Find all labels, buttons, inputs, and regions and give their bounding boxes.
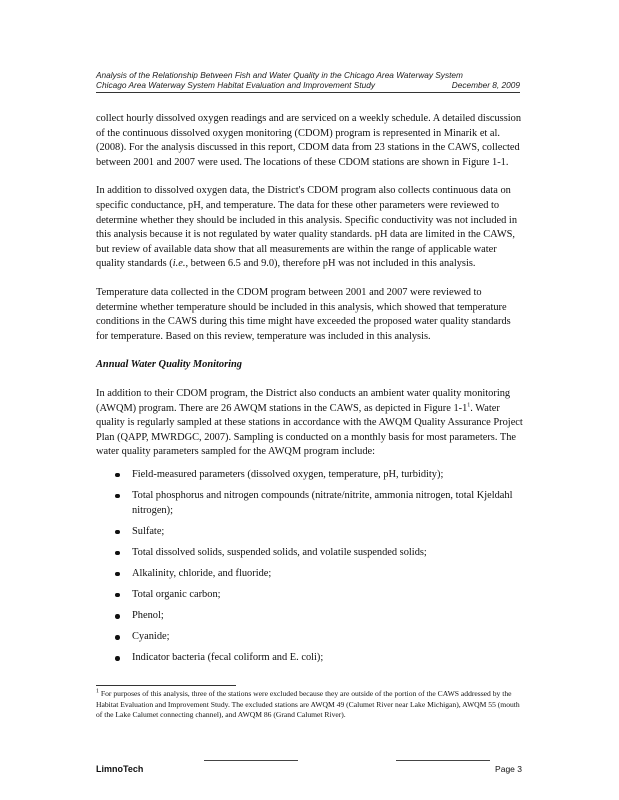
list-item-text: Total organic carbon; — [132, 588, 221, 600]
paragraph-temperature: Temperature data collected in the CDOM program between 2001 and 2007 were reviewed to determine whether temperature should be included in this analysis, which showed that temperature conditions in the CAWS during this time might have exceeded the proposed water quality standards for temperature. Based on this review, temperature was included in this analysis. — [96, 286, 511, 342]
list-item — [96, 630, 524, 645]
footnote-divider — [96, 685, 236, 686]
page-number: Page 3 — [495, 764, 522, 774]
header-divider — [96, 92, 520, 93]
list-item — [96, 525, 524, 540]
footnote-text: For purposes of this analysis, three of the stations were excluded because they are outside of the portion of the CAWS addressed by the Habitat Evaluation and Improvement Study. The excluded stations are AWQM 49 (Calumet River near Lake Michigan), AWQM 55 (mouth of the Lake Calumet connecting channel), and AWQM 86 (Grand Calumet River). — [96, 689, 520, 720]
bullet-icon — [115, 656, 120, 661]
footnote — [96, 689, 522, 721]
list-item-text: Sulfate; — [132, 525, 165, 537]
list-item — [96, 609, 524, 624]
list-item-text: Total dissolved solids, suspended solids, and volatile suspended solids; — [132, 546, 427, 558]
bullet-icon — [115, 593, 120, 598]
paragraph-awqm — [96, 387, 524, 460]
paragraph-awqm-b: . Water quality is regularly sampled at these stations in accordance with the AWQM Quality Assurance Project Plan (QAPP, MWRDGC, 2007). Sampling is conducted on a monthly basis for most parameters. The water quality parameters sampled for the AWQM program include: — [96, 402, 523, 458]
paragraph-cdom-overview: collect hourly dissolved oxygen readings and are serviced on a weekly schedule. A detailed discussion of the continuous dissolved oxygen monitoring (CDOM) program is represented in Minarik et al. (2008). For the analysis discussed in this report, CDOM data from 23 stations in the CAWS, collected between 2001 and 2007 were used. The locations of these CDOM stations are shown in Figure 1-1. — [96, 113, 522, 168]
footnote-marker: 1 — [96, 688, 99, 695]
footnote-reference: 1 — [467, 402, 471, 409]
list-item-text: Field-measured parameters (dissolved oxygen, temperature, pH, turbidity); — [132, 468, 444, 480]
section-subheading: Annual Water Quality Monitoring — [96, 359, 242, 371]
list-item-text: Alkalinity, chloride, and fluoride; — [132, 567, 272, 579]
list-item — [96, 651, 524, 666]
bullet-icon — [115, 572, 120, 577]
running-header-subtitle-row — [96, 80, 520, 91]
paragraph-cdom-parameters-a: In addition to dissolved oxygen data, the District's CDOM program also collects continuous data on specific conductance, pH, and temperature. The data for these other parameters were reviewed to determine whether they should be included in this analysis. Specific conductivity was not included in this analysis because it is not regulated by water quality standards. pH data are limited in the CAWS, but review of available data show that all measurements are within the range of applicable water quality standards ( — [96, 185, 518, 270]
bullet-icon — [115, 635, 120, 640]
running-header-study: Chicago Area Waterway System Habitat Evaluation and Improvement Study — [96, 80, 376, 90]
paragraph-cdom-parameters-b: , between 6.5 and 9.0), therefore pH was not included in this analysis. — [185, 258, 476, 270]
ie-abbreviation: i.e. — [172, 258, 186, 270]
bullet-icon — [115, 473, 120, 478]
footer-divider-left — [204, 760, 298, 761]
paragraph-cdom-parameters — [96, 184, 524, 272]
bullet-icon — [115, 530, 120, 535]
bullet-icon — [115, 614, 120, 619]
running-header-title: Analysis of the Relationship Between Fish and Water Quality in the Chicago Area Waterway System — [96, 70, 463, 80]
list-item — [96, 588, 524, 603]
running-header-date: December 8, 2009 — [451, 80, 520, 90]
list-item-text: Cyanide; — [132, 631, 170, 643]
parameter-list — [96, 468, 524, 666]
list-item — [96, 546, 524, 561]
list-item-text: Total phosphorus and nitrogen compounds (nitrate/nitrite, ammonia nitrogen, total Kjeldahl nitrogen); — [132, 489, 513, 516]
list-item — [96, 567, 524, 582]
footer-company: LimnoTech — [96, 764, 144, 774]
footer-divider-right — [396, 760, 490, 761]
bullet-icon — [115, 494, 120, 499]
list-item — [96, 468, 524, 483]
paragraph-awqm-a: In addition to their CDOM program, the District also conducts an ambient water quality monitoring (AWQM) program. There are 26 AWQM stations in the CAWS, as depicted in Figure 1-1 — [96, 387, 511, 414]
body-text — [96, 112, 524, 672]
list-item-text: Phenol; — [132, 610, 164, 622]
list-item — [96, 489, 524, 518]
bullet-icon — [115, 551, 120, 556]
list-item-text: Indicator bacteria (fecal coliform and E. coli); — [132, 652, 324, 664]
